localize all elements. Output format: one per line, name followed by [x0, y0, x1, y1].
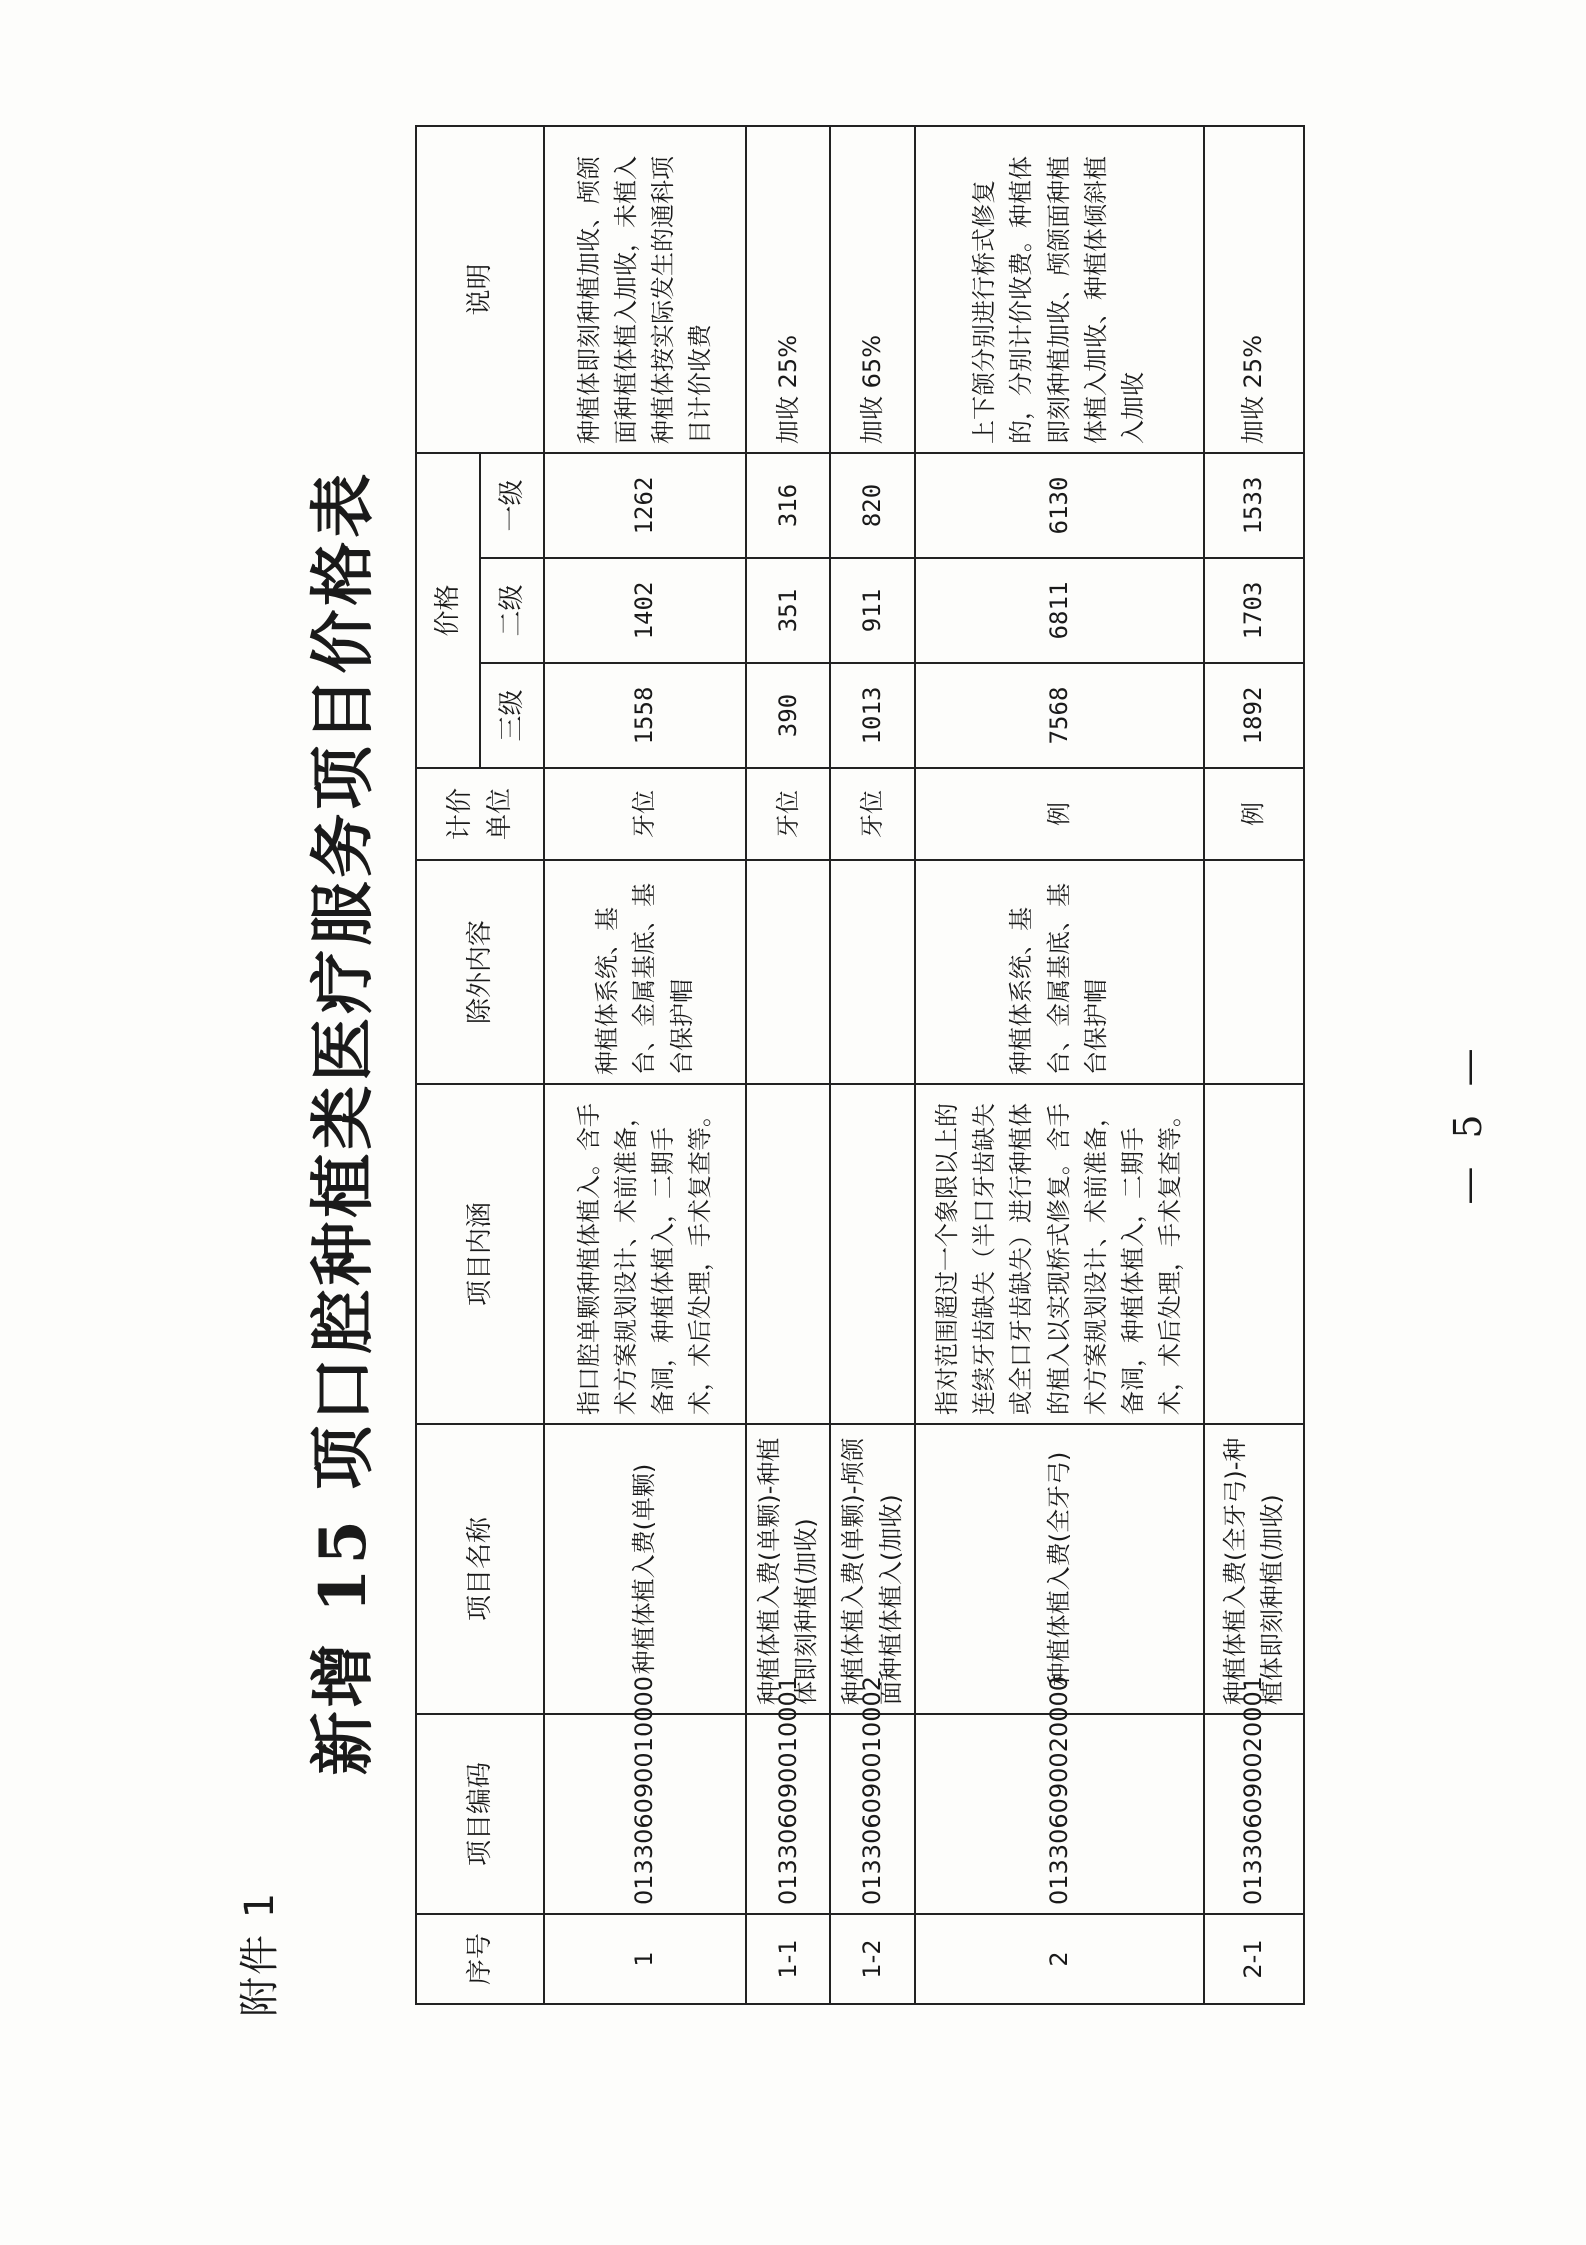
table-row	[915, 126, 1204, 2004]
cell-level1: 6130	[915, 453, 1204, 558]
table-row	[1204, 126, 1304, 2004]
cell-level3: 7568	[915, 663, 1204, 768]
page-number: — 5 —	[1446, 1040, 1490, 1205]
header-level2: 二级	[480, 558, 544, 663]
cell-notes: 加收 65%	[830, 126, 914, 453]
cell-name: 种植体植入费(单颗)-颅颌面种植体植入(加收)	[830, 1424, 914, 1714]
cell-name: 种植体植入费(全牙弓)	[915, 1424, 1204, 1714]
cell-seq: 1-1	[746, 1914, 830, 2004]
cell-level2: 1703	[1204, 558, 1304, 663]
price-table	[415, 125, 1305, 2005]
cell-notes: 加收 25%	[746, 126, 830, 453]
cell-unit: 例	[915, 768, 1204, 860]
table-row	[746, 126, 830, 2004]
cell-code: 013306090010001	[746, 1714, 830, 1914]
header-excluded: 除外内容	[416, 860, 544, 1084]
cell-name: 种植体植入费(全牙弓)-种植体即刻种植(加收)	[1204, 1424, 1304, 1714]
cell-level1: 316	[746, 453, 830, 558]
cell-level2: 6811	[915, 558, 1204, 663]
header-content: 项目内涵	[416, 1084, 544, 1424]
cell-code: 013306090020000	[915, 1714, 1204, 1914]
cell-unit: 牙位	[830, 768, 914, 860]
cell-seq: 1	[544, 1914, 746, 2004]
cell-level1: 1262	[544, 453, 746, 558]
cell-unit: 牙位	[746, 768, 830, 860]
cell-content	[830, 1084, 914, 1424]
cell-seq: 1-2	[830, 1914, 914, 2004]
header-notes: 说明	[416, 126, 544, 453]
cell-level3: 1013	[830, 663, 914, 768]
header-level3: 三级	[480, 663, 544, 768]
header-name: 项目名称	[416, 1424, 544, 1714]
cell-level3: 1892	[1204, 663, 1304, 768]
cell-content: 指对范围超过一个象限以上的连续牙齿缺失（半口牙齿缺失或全口牙齿缺失）进行种植体的植入以实现桥式修复。含手术方案规划设计、术前准备，备洞，种植体植入，二期手术，术后处理，手术复查等。	[915, 1084, 1204, 1424]
cell-code: 013306090010002	[830, 1714, 914, 1914]
header-level1: 一级	[480, 453, 544, 558]
cell-name: 种植体植入费(单颗)-种植体即刻种植(加收)	[746, 1424, 830, 1714]
cell-excluded	[1204, 860, 1304, 1084]
header-price: 价格	[416, 453, 480, 768]
cell-excluded	[746, 860, 830, 1084]
cell-code: 013306090010000	[544, 1714, 746, 1914]
header-code: 项目编码	[416, 1714, 544, 1914]
cell-content: 指口腔单颗种植体植入。含手术方案规划设计、术前准备，备洞，种植体植入，二期手术，术后处理，手术复查等。	[544, 1084, 746, 1424]
cell-content	[746, 1084, 830, 1424]
cell-code: 013306090020001	[1204, 1714, 1304, 1914]
cell-level2: 1402	[544, 558, 746, 663]
cell-name: 种植体植入费(单颗)	[544, 1424, 746, 1714]
cell-content	[1204, 1084, 1304, 1424]
header-seq: 序号	[416, 1914, 544, 2004]
cell-level2: 351	[746, 558, 830, 663]
cell-notes: 上下颌分别进行桥式修复的，分别计价收费。种植体即刻种植加收、颅颌面种植体植入加收、种植体倾斜植入加收	[915, 126, 1204, 453]
cell-excluded: 种植体系统、基台、金属基底、基台保护帽	[544, 860, 746, 1084]
cell-notes: 种植体即刻种植加收、颅颌面种植体植入加收，未植入种植体按实际发生的通科项目计价收费	[544, 126, 746, 453]
cell-unit: 牙位	[544, 768, 746, 860]
cell-level1: 1533	[1204, 453, 1304, 558]
table-row	[544, 126, 746, 2004]
cell-level3: 390	[746, 663, 830, 768]
cell-unit: 例	[1204, 768, 1304, 860]
cell-seq: 2	[915, 1914, 1204, 2004]
header-unit: 计价单位	[416, 768, 544, 860]
cell-excluded	[830, 860, 914, 1084]
cell-level1: 820	[830, 453, 914, 558]
cell-excluded: 种植体系统、基台、金属基底、基台保护帽	[915, 860, 1204, 1084]
cell-notes: 加收 25%	[1204, 126, 1304, 453]
cell-seq: 2-1	[1204, 1914, 1304, 2004]
table-header-row	[416, 126, 480, 2004]
cell-level2: 911	[830, 558, 914, 663]
table-row	[830, 126, 914, 2004]
cell-level3: 1558	[544, 663, 746, 768]
page-title: 新增 15 项口腔种植类医疗服务项目价格表	[306, 469, 381, 1776]
attachment-label: 附件 1	[237, 1890, 283, 2017]
